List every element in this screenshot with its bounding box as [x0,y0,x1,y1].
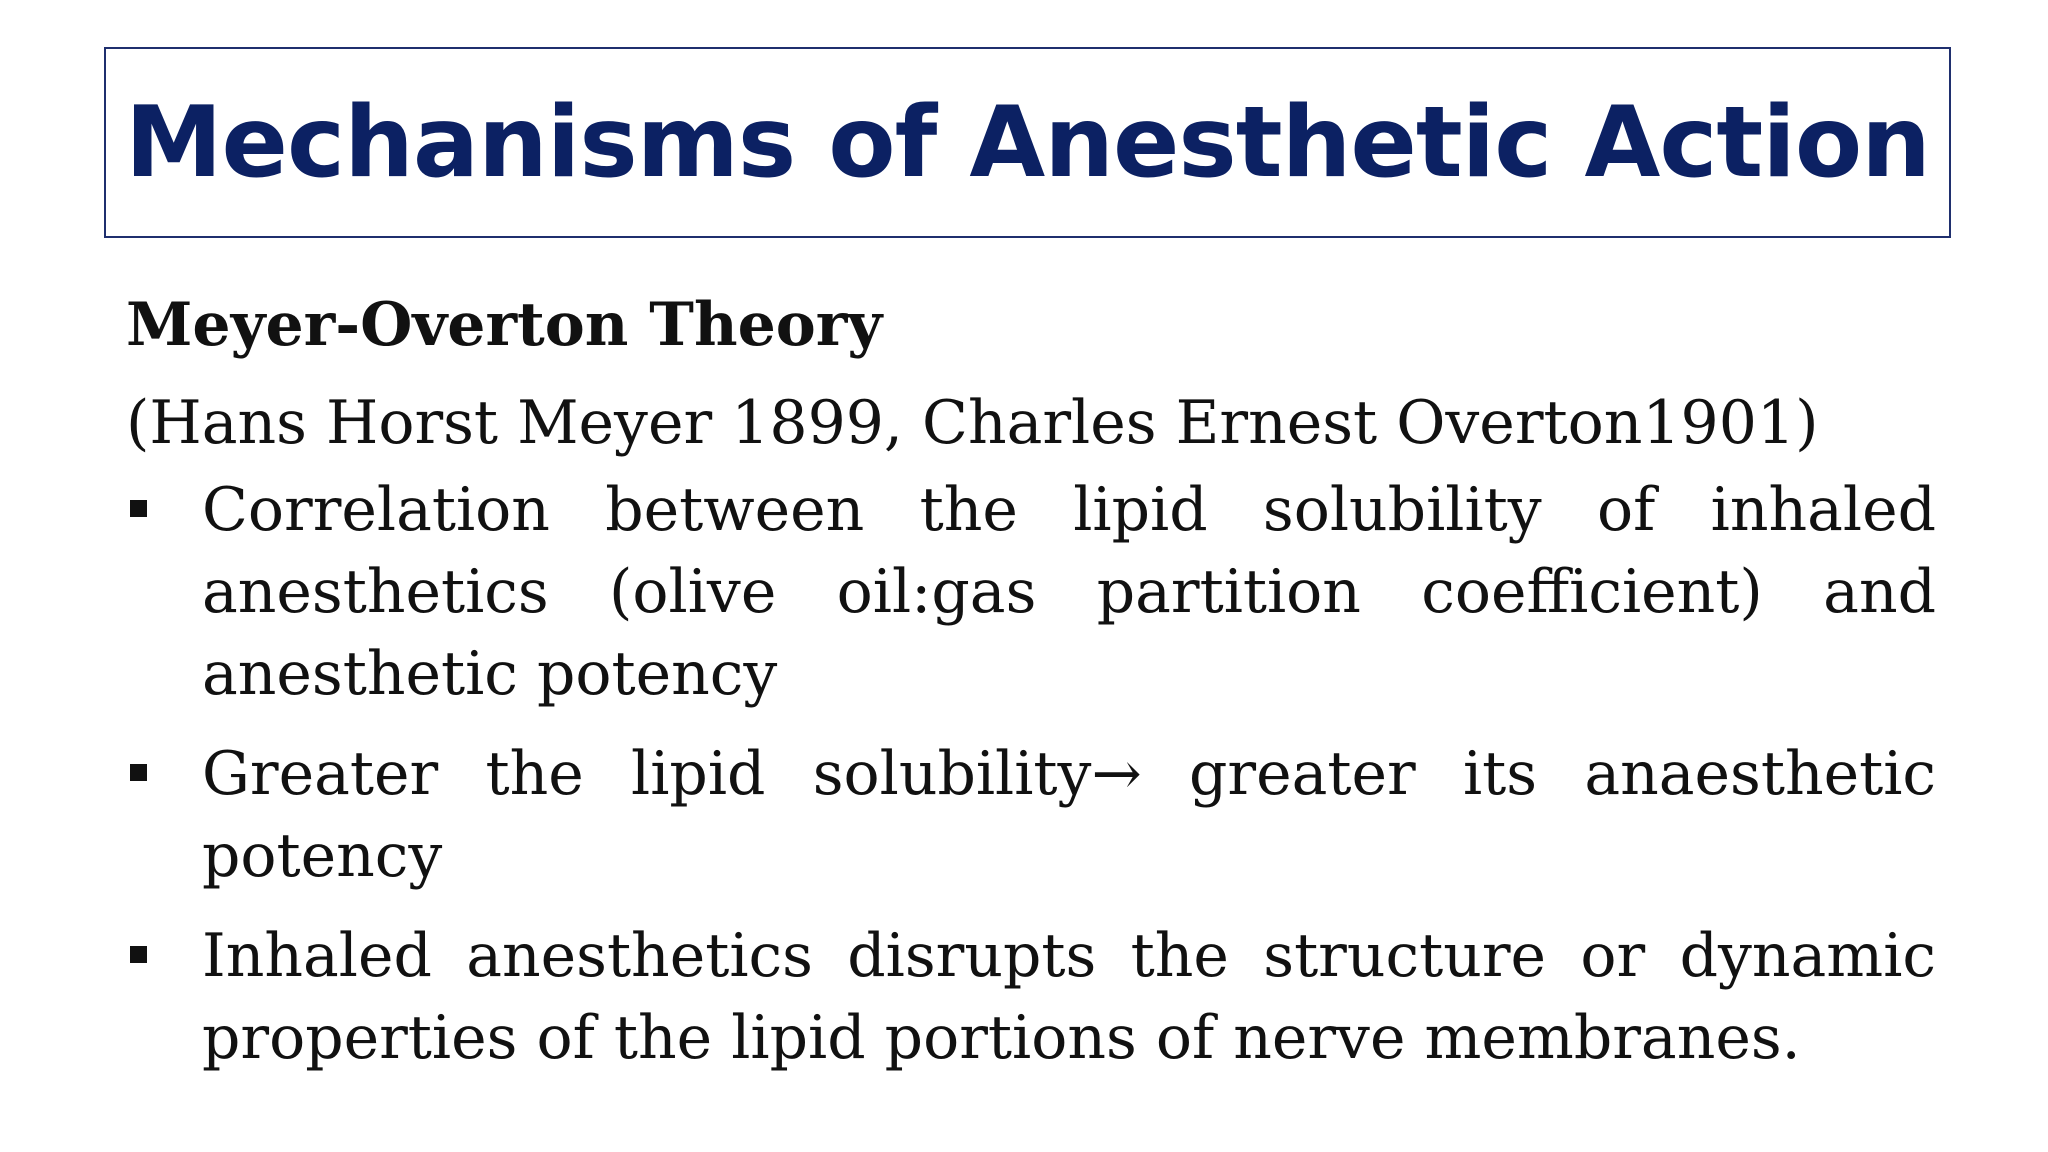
title-box [104,47,1951,238]
bullet-text: Greater the lipid solubility→ greater its anaesthetic potency [202,739,1936,891]
bullet-text: Correlation between the lipid solubility of inhaled anesthetics (olive oil:gas partition coefficient) and anesthetic potency [202,475,1936,709]
square-bullet-icon [130,946,147,963]
slide-content [126,285,1936,1097]
slide-title: Mechanisms of Anesthetic Action [125,85,1930,200]
bullet-item [126,915,1936,1079]
bullet-item [126,733,1936,897]
bullet-item [126,469,1936,715]
section-heading: Meyer-Overton Theory [126,290,883,360]
bullet-list [126,469,1936,1079]
bullet-text: Inhaled anesthetics disrupts the structure or dynamic properties of the lipid portions of nerve membranes. [202,921,1936,1073]
square-bullet-icon [130,764,147,781]
square-bullet-icon [130,500,147,517]
authors-line: (Hans Horst Meyer 1899, Charles Ernest Overton1901) [126,388,1819,458]
